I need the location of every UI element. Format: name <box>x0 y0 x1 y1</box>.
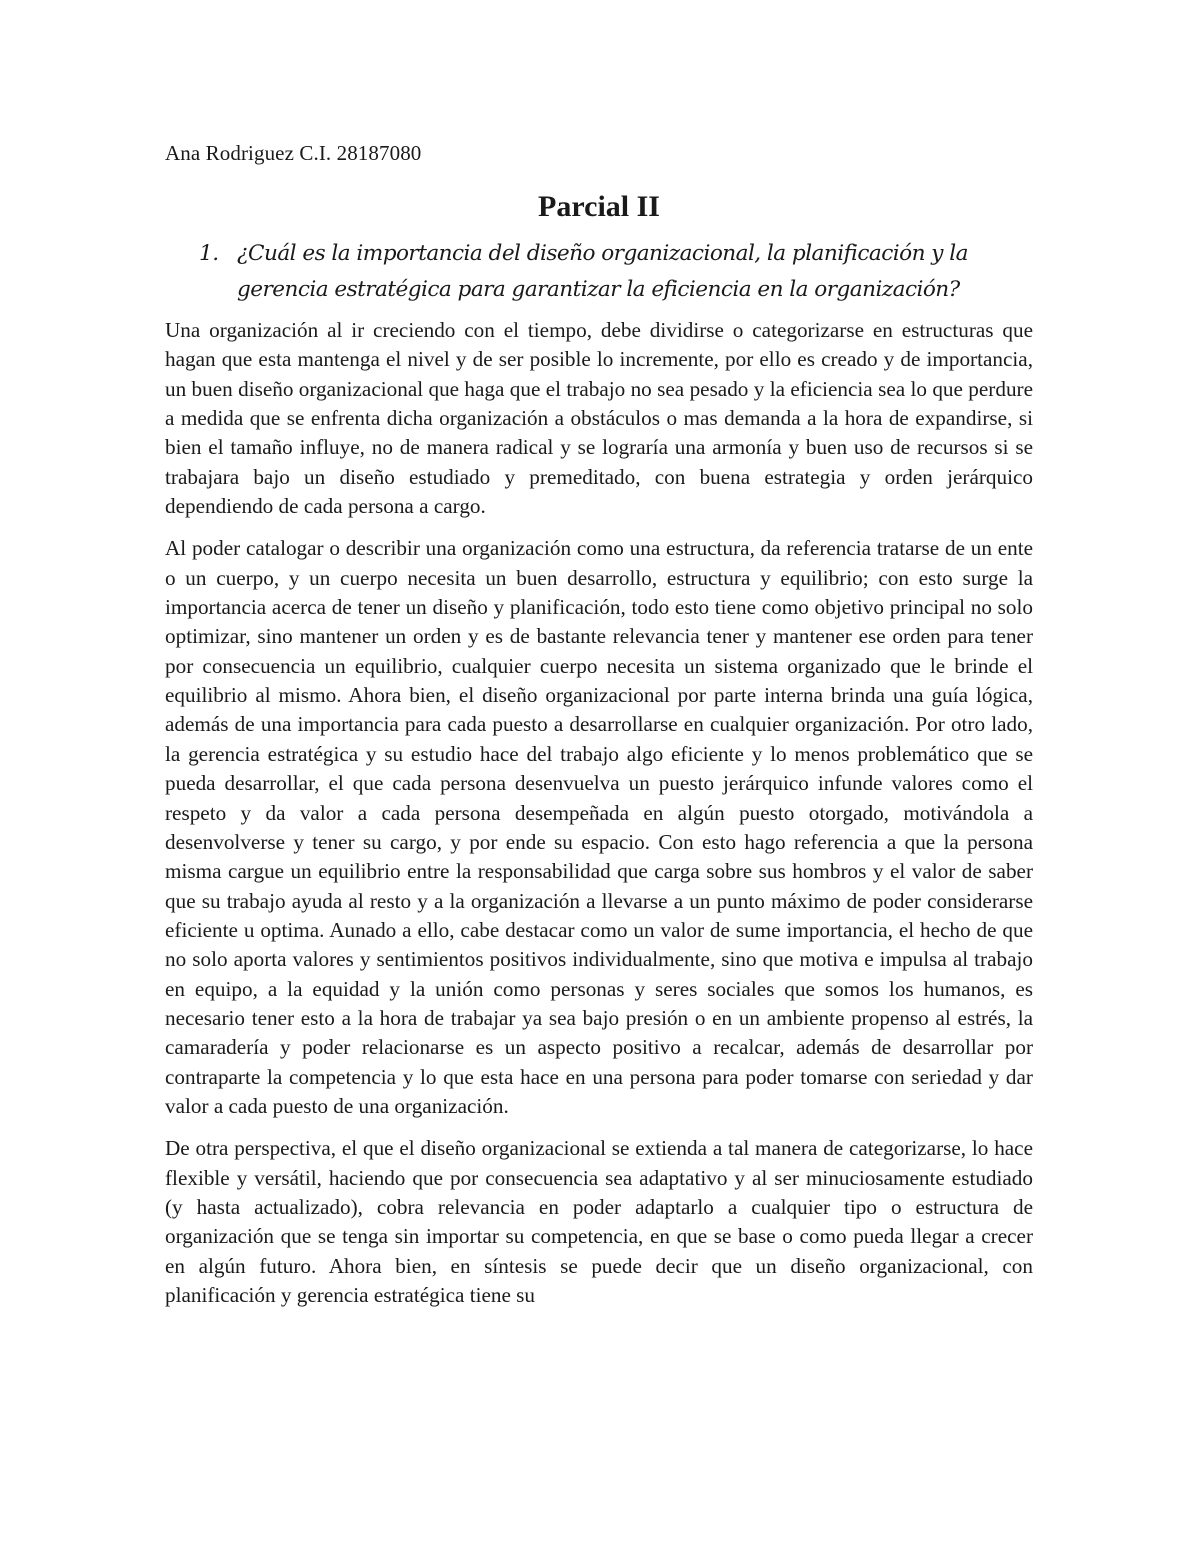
question-item <box>165 236 1033 308</box>
document-title: Parcial II <box>538 190 660 223</box>
body-paragraph-3: De otra perspectiva, el que el diseño organizacional se extienda a tal manera de categorizarse, lo hace flexible y versátil, haciendo que por consecuencia sea adaptativo y al ser minuciosamente estudiado (y hasta actualizado), cobra relevancia en poder adaptarlo a cualquier tipo o estructura de organización que se tenga sin importar su competencia, en que se base o como pueda llegar a crecer en algún futuro. Ahora bien, en síntesis se puede decir que un diseño organizacional, con planificación y gerencia estratégica tiene su <box>165 1136 1033 1307</box>
document-page <box>165 138 1033 1310</box>
question-number: 1. <box>199 241 219 266</box>
body-paragraph-2: Al poder catalogar o describir una organización como una estructura, da referencia tratarse de un ente o un cuerpo, y un cuerpo necesita un buen desarrollo, estructura y equilibrio; con esto surge la importancia acerca de tener un diseño y planificación, todo esto tiene como objetivo principal no solo optimizar, sino mantener un orden y es de bastante relevancia tener y mantener ese orden para tener por consecuencia un equilibrio, cualquier cuerpo necesita un sistema organizado que le brinde el equilibrio al mismo. Ahora bien, el diseño organizacional por parte interna brinda una guía lógica, además de una importancia para cada puesto a desarrollarse en cualquier organización. Por otro lado, la gerencia estratégica y su estudio hace del trabajo algo eficiente y lo menos problemático que se pueda desarrollar, el que cada persona desenvuelva un puesto jerárquico infunde valores como el respeto y da valor a cada persona desempeñada en algún puesto otorgado, motivándola a desenvolverse y tener su cargo, y por ende su espacio. Con esto hago referencia a que la persona misma cargue un equilibrio entre la responsabilidad que carga sobre sus hombros y el valor de saber que su trabajo ayuda al resto y a la organización a llevarse a un punto máximo de poder considerarse eficiente u optima. Aunado a ello, cabe destacar como un valor de sume importancia, el hecho de que no solo aporta valores y sentimientos positivos individualmente, sino que motiva e impulsa al trabajo en equipo, a la equidad y la unión como personas y seres sociales que somos los humanos, es necesario tener esto a la hora de trabajar ya sea bajo presión o en un ambiente propenso al estrés, la camaradería y poder relacionarse es un aspecto positivo a recalcar, además de desarrollar por contraparte la competencia y lo que esta hace en una persona para poder tomarse con seriedad y dar valor a cada puesto de una organización. <box>165 536 1033 1118</box>
body-paragraph-1: Una organización al ir creciendo con el tiempo, debe dividirse o categorizarse en estructuras que hagan que esta mantenga el nivel y de ser posible lo incremente, por ello es creado y de importancia, un buen diseño organizacional que haga que el trabajo no sea pesado y la eficiencia sea lo que perdure a medida que se enfrenta dicha organización a obstáculos o mas demanda a la hora de expandirse, si bien el tamaño influye, no de manera radical y se lograría una armonía y buen uso de recursos si se trabajara bajo un diseño estudiado y premeditado, con buena estrategia y orden jerárquico dependiendo de cada persona a cargo. <box>165 318 1033 519</box>
question-text: ¿Cuál es la importancia del diseño organizacional, la planificación y la gerencia estratégica para garantizar la eficiencia en la organización? <box>237 241 968 302</box>
author-line: Ana Rodriguez C.I. 28187080 <box>165 141 422 165</box>
